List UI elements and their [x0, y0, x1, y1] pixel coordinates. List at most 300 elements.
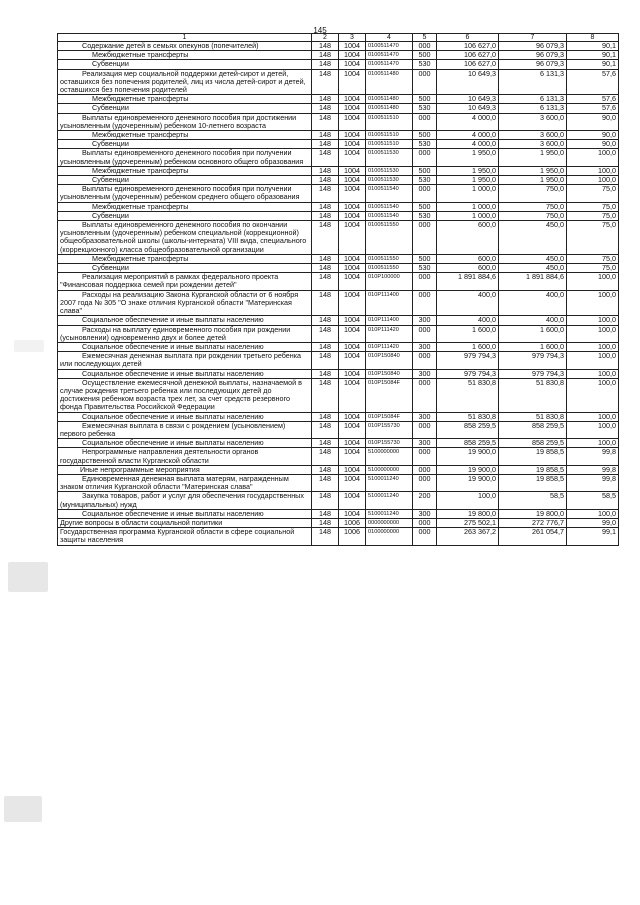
plan-amount-cell: 51 830,8 [437, 378, 499, 412]
section-code-cell: 1004 [339, 176, 366, 185]
plan-amount-cell: 1 000,0 [437, 185, 499, 202]
actual-amount-cell: 400,0 [499, 316, 567, 325]
plan-amount-cell: 600,0 [437, 221, 499, 255]
section-code-cell: 1004 [339, 492, 366, 509]
plan-amount-cell: 51 830,8 [437, 412, 499, 421]
section-code-cell: 1004 [339, 202, 366, 211]
section-code-cell: 1004 [339, 273, 366, 290]
plan-amount-cell: 979 794,3 [437, 369, 499, 378]
row-name-cell: Межбюджетные трансферты [58, 202, 312, 211]
target-article-cell: 0100511510 [366, 131, 413, 140]
expense-type-cell: 000 [413, 149, 437, 166]
table-row [58, 166, 619, 175]
table-row [58, 51, 619, 60]
row-name-cell: Социальное обеспечение и иные выплаты населению [58, 412, 312, 421]
plan-amount-cell: 1 891 884,6 [437, 273, 499, 290]
row-name-cell: Социальное обеспечение и иные выплаты населению [58, 369, 312, 378]
expense-type-cell: 200 [413, 492, 437, 509]
section-code-cell: 1004 [339, 264, 366, 273]
expense-type-cell: 300 [413, 509, 437, 518]
percent-cell: 75,0 [567, 264, 619, 273]
percent-cell: 100,0 [567, 316, 619, 325]
scan-artifact [14, 340, 44, 352]
row-name-cell: Межбюджетные трансферты [58, 131, 312, 140]
section-code-cell: 1004 [339, 51, 366, 60]
table-row [58, 211, 619, 220]
actual-amount-cell: 1 600,0 [499, 325, 567, 342]
target-article-cell: 5100000000 [366, 448, 413, 465]
actual-amount-cell: 272 776,7 [499, 518, 567, 527]
admin-code-cell: 148 [312, 316, 339, 325]
row-name-cell: Осуществление ежемесячной денежной выплаты, назначаемой в случае рождения третьего ребенка или последующих детей до достижения ребенком возраста трех лет, за счет средств резервного фонда Правительства Российской Федерации [58, 378, 312, 412]
section-code-cell: 1004 [339, 290, 366, 316]
section-code-cell: 1004 [339, 211, 366, 220]
actual-amount-cell: 858 259,5 [499, 439, 567, 448]
table-row [58, 140, 619, 149]
row-name-cell: Социальное обеспечение и иные выплаты населению [58, 316, 312, 325]
target-article-cell: 010P150840 [366, 352, 413, 369]
expense-type-cell: 000 [413, 421, 437, 438]
table-row [58, 492, 619, 509]
admin-code-cell: 148 [312, 140, 339, 149]
percent-cell: 100,0 [567, 149, 619, 166]
expense-type-cell: 000 [413, 273, 437, 290]
percent-cell: 99,8 [567, 465, 619, 474]
section-code-cell: 1004 [339, 42, 366, 51]
percent-cell: 100,0 [567, 352, 619, 369]
table-row [58, 448, 619, 465]
table-row [58, 369, 619, 378]
expense-type-cell: 300 [413, 342, 437, 351]
scan-artifact [8, 562, 48, 592]
row-name-cell: Единовременная денежная выплата матерям, награжденным знаком отличия Курганской области "Материнская слава" [58, 474, 312, 491]
admin-code-cell: 148 [312, 211, 339, 220]
target-article-cell: 5100011240 [366, 474, 413, 491]
plan-amount-cell: 275 502,1 [437, 518, 499, 527]
target-article-cell: 010P150840 [366, 369, 413, 378]
table-row [58, 474, 619, 491]
target-article-cell: 0100511530 [366, 149, 413, 166]
section-code-cell: 1004 [339, 412, 366, 421]
section-code-cell: 1006 [339, 528, 366, 545]
target-article-cell: 010P111400 [366, 290, 413, 316]
admin-code-cell: 148 [312, 518, 339, 527]
plan-amount-cell: 858 259,5 [437, 421, 499, 438]
target-article-cell: 0100511540 [366, 185, 413, 202]
expense-type-cell: 500 [413, 254, 437, 263]
header-cell: 8 [567, 34, 619, 42]
actual-amount-cell: 96 079,3 [499, 42, 567, 51]
actual-amount-cell: 1 950,0 [499, 176, 567, 185]
table-row [58, 465, 619, 474]
actual-amount-cell: 6 131,3 [499, 104, 567, 113]
expense-type-cell: 000 [413, 528, 437, 545]
expense-type-cell: 000 [413, 465, 437, 474]
actual-amount-cell: 19 858,5 [499, 474, 567, 491]
actual-amount-cell: 58,5 [499, 492, 567, 509]
actual-amount-cell: 96 079,3 [499, 60, 567, 69]
table-row [58, 264, 619, 273]
percent-cell: 75,0 [567, 254, 619, 263]
table-row [58, 378, 619, 412]
target-article-cell: 0100511510 [366, 140, 413, 149]
actual-amount-cell: 400,0 [499, 290, 567, 316]
percent-cell: 99,8 [567, 448, 619, 465]
header-cell: 1 [58, 34, 312, 42]
expense-type-cell: 000 [413, 69, 437, 95]
plan-amount-cell: 1 000,0 [437, 211, 499, 220]
expense-type-cell: 530 [413, 211, 437, 220]
row-name-cell: Субвенции [58, 104, 312, 113]
table-row [58, 518, 619, 527]
row-name-cell: Ежемесячная денежная выплата при рождении третьего ребенка или последующих детей [58, 352, 312, 369]
admin-code-cell: 148 [312, 465, 339, 474]
page-number: 145 [313, 26, 327, 35]
plan-amount-cell: 1 950,0 [437, 149, 499, 166]
percent-cell: 75,0 [567, 221, 619, 255]
table-row [58, 342, 619, 351]
row-name-cell: Иные непрограммные мероприятия [58, 465, 312, 474]
plan-amount-cell: 400,0 [437, 316, 499, 325]
table-row [58, 528, 619, 545]
actual-amount-cell: 1 600,0 [499, 342, 567, 351]
expense-type-cell: 000 [413, 448, 437, 465]
section-code-cell: 1006 [339, 518, 366, 527]
section-code-cell: 1004 [339, 342, 366, 351]
actual-amount-cell: 6 131,3 [499, 69, 567, 95]
table-row [58, 149, 619, 166]
target-article-cell: 0100511550 [366, 264, 413, 273]
row-name-cell: Выплаты единовременного денежного пособия при достижении усыновленным (удочеренным) ребенком 10-летнего возраста [58, 113, 312, 130]
section-code-cell: 1004 [339, 104, 366, 113]
section-code-cell: 1004 [339, 69, 366, 95]
actual-amount-cell: 51 830,8 [499, 412, 567, 421]
row-name-cell: Субвенции [58, 264, 312, 273]
row-name-cell: Расходы на реализацию Закона Курганской области от 6 ноября 2007 года № 305 "О знаке отличия Курганской области "Материнская слава" [58, 290, 312, 316]
plan-amount-cell: 4 000,0 [437, 131, 499, 140]
admin-code-cell: 148 [312, 273, 339, 290]
actual-amount-cell: 3 600,0 [499, 140, 567, 149]
expense-type-cell: 530 [413, 176, 437, 185]
expense-type-cell: 530 [413, 104, 437, 113]
table-row [58, 42, 619, 51]
expense-type-cell: 500 [413, 51, 437, 60]
actual-amount-cell: 19 858,5 [499, 465, 567, 474]
row-name-cell: Межбюджетные трансферты [58, 51, 312, 60]
target-article-cell: 5100011240 [366, 509, 413, 518]
header-cell: 7 [499, 34, 567, 42]
expense-type-cell: 000 [413, 290, 437, 316]
actual-amount-cell: 450,0 [499, 264, 567, 273]
target-article-cell: 010P100000 [366, 273, 413, 290]
percent-cell: 90,1 [567, 51, 619, 60]
section-code-cell: 1004 [339, 316, 366, 325]
row-name-cell: Субвенции [58, 140, 312, 149]
admin-code-cell: 148 [312, 342, 339, 351]
percent-cell: 75,0 [567, 211, 619, 220]
actual-amount-cell: 19 858,5 [499, 448, 567, 465]
expense-type-cell: 000 [413, 42, 437, 51]
admin-code-cell: 148 [312, 60, 339, 69]
percent-cell: 100,0 [567, 378, 619, 412]
section-code-cell: 1004 [339, 60, 366, 69]
plan-amount-cell: 10 649,3 [437, 104, 499, 113]
row-name-cell: Расходы на выплату единовременного пособия при рождении (усыновлении) одновременно двух и более детей [58, 325, 312, 342]
header-cell: 3 [339, 34, 366, 42]
table-row [58, 60, 619, 69]
percent-cell: 100,0 [567, 166, 619, 175]
plan-amount-cell: 1 600,0 [437, 325, 499, 342]
row-name-cell: Содержание детей в семьях опекунов (попечителей) [58, 42, 312, 51]
row-name-cell: Субвенции [58, 211, 312, 220]
expense-type-cell: 000 [413, 185, 437, 202]
admin-code-cell: 148 [312, 325, 339, 342]
header-cell: 4 [366, 34, 413, 42]
percent-cell: 90,0 [567, 140, 619, 149]
admin-code-cell: 148 [312, 448, 339, 465]
section-code-cell: 1004 [339, 369, 366, 378]
actual-amount-cell: 51 830,8 [499, 378, 567, 412]
target-article-cell: 0100511510 [366, 113, 413, 130]
table-row [58, 325, 619, 342]
plan-amount-cell: 106 627,0 [437, 60, 499, 69]
plan-amount-cell: 600,0 [437, 254, 499, 263]
target-article-cell: 5100011240 [366, 492, 413, 509]
admin-code-cell: 148 [312, 264, 339, 273]
plan-amount-cell: 19 900,0 [437, 448, 499, 465]
expense-type-cell: 500 [413, 166, 437, 175]
table-row [58, 412, 619, 421]
plan-amount-cell: 4 000,0 [437, 140, 499, 149]
section-code-cell: 1004 [339, 421, 366, 438]
target-article-cell: 0100511530 [366, 166, 413, 175]
row-name-cell: Межбюджетные трансферты [58, 95, 312, 104]
percent-cell: 100,0 [567, 342, 619, 351]
target-article-cell: 010P111420 [366, 325, 413, 342]
admin-code-cell: 148 [312, 185, 339, 202]
admin-code-cell: 148 [312, 474, 339, 491]
row-name-cell: Субвенции [58, 60, 312, 69]
expense-type-cell: 530 [413, 140, 437, 149]
target-article-cell: 0100511550 [366, 221, 413, 255]
actual-amount-cell: 3 600,0 [499, 131, 567, 140]
section-code-cell: 1004 [339, 509, 366, 518]
admin-code-cell: 148 [312, 412, 339, 421]
row-name-cell: Социальное обеспечение и иные выплаты населению [58, 342, 312, 351]
plan-amount-cell: 1 950,0 [437, 166, 499, 175]
expense-type-cell: 500 [413, 202, 437, 211]
expense-type-cell: 000 [413, 352, 437, 369]
table-row [58, 113, 619, 130]
header-cell: 2 [312, 34, 339, 42]
plan-amount-cell: 106 627,0 [437, 51, 499, 60]
admin-code-cell: 148 [312, 369, 339, 378]
row-name-cell: Ежемесячная выплата в связи с рождением (усыновлением) первого ребенка [58, 421, 312, 438]
admin-code-cell: 148 [312, 131, 339, 140]
admin-code-cell: 148 [312, 104, 339, 113]
percent-cell: 100,0 [567, 369, 619, 378]
admin-code-cell: 148 [312, 509, 339, 518]
table-row [58, 352, 619, 369]
admin-code-cell: 148 [312, 290, 339, 316]
percent-cell: 100,0 [567, 439, 619, 448]
section-code-cell: 1004 [339, 439, 366, 448]
section-code-cell: 1004 [339, 254, 366, 263]
section-code-cell: 1004 [339, 113, 366, 130]
percent-cell: 90,0 [567, 113, 619, 130]
expense-type-cell: 530 [413, 264, 437, 273]
target-article-cell: 0100511550 [366, 254, 413, 263]
percent-cell: 58,5 [567, 492, 619, 509]
section-code-cell: 1004 [339, 448, 366, 465]
budget-table [57, 33, 619, 546]
percent-cell: 99,1 [567, 528, 619, 545]
actual-amount-cell: 450,0 [499, 254, 567, 263]
table-row [58, 95, 619, 104]
row-name-cell: Межбюджетные трансферты [58, 254, 312, 263]
actual-amount-cell: 96 079,3 [499, 51, 567, 60]
target-article-cell: 0100511530 [366, 176, 413, 185]
row-name-cell: Выплаты единовременного денежного пособия при получении усыновленным (удочеренным) ребенком среднего общего образования [58, 185, 312, 202]
actual-amount-cell: 750,0 [499, 185, 567, 202]
plan-amount-cell: 400,0 [437, 290, 499, 316]
row-name-cell: Реализация мероприятий в рамках федерального проекта "Финансовая поддержка семей при рождении детей" [58, 273, 312, 290]
target-article-cell: 010P111400 [366, 316, 413, 325]
admin-code-cell: 148 [312, 202, 339, 211]
target-article-cell: 010P15084F [366, 378, 413, 412]
percent-cell: 99,0 [567, 518, 619, 527]
actual-amount-cell: 1 950,0 [499, 166, 567, 175]
percent-cell: 90,0 [567, 131, 619, 140]
table-row [58, 69, 619, 95]
target-article-cell: 0100511480 [366, 95, 413, 104]
target-article-cell: 010P15084F [366, 412, 413, 421]
target-article-cell: 0100511480 [366, 104, 413, 113]
plan-amount-cell: 1 950,0 [437, 176, 499, 185]
admin-code-cell: 148 [312, 492, 339, 509]
scan-artifact [4, 796, 42, 822]
expense-type-cell: 500 [413, 95, 437, 104]
percent-cell: 57,6 [567, 104, 619, 113]
expense-type-cell: 300 [413, 369, 437, 378]
row-name-cell: Социальное обеспечение и иные выплаты населению [58, 439, 312, 448]
plan-amount-cell: 10 649,3 [437, 95, 499, 104]
expense-type-cell: 000 [413, 221, 437, 255]
expense-type-cell: 000 [413, 113, 437, 130]
actual-amount-cell: 6 131,3 [499, 95, 567, 104]
table-row [58, 421, 619, 438]
target-article-cell: 010P111420 [366, 342, 413, 351]
section-code-cell: 1004 [339, 140, 366, 149]
table-row [58, 104, 619, 113]
admin-code-cell: 148 [312, 51, 339, 60]
plan-amount-cell: 858 259,5 [437, 439, 499, 448]
table-header-row [58, 34, 619, 42]
percent-cell: 100,0 [567, 325, 619, 342]
admin-code-cell: 148 [312, 42, 339, 51]
percent-cell: 75,0 [567, 202, 619, 211]
percent-cell: 99,8 [567, 474, 619, 491]
section-code-cell: 1004 [339, 149, 366, 166]
expense-type-cell: 000 [413, 378, 437, 412]
admin-code-cell: 148 [312, 254, 339, 263]
target-article-cell: 0100511540 [366, 202, 413, 211]
row-name-cell: Субвенции [58, 176, 312, 185]
row-name-cell: Межбюджетные трансферты [58, 166, 312, 175]
row-name-cell: Выплаты единовременного денежного пособия по окончании усыновленным (удочеренным) ребенком специальной (коррекционной) общеобразовательной школы (школы-интерната) VIII вида, специального (коррекционного) класса общеобразовательной организации [58, 221, 312, 255]
actual-amount-cell: 450,0 [499, 221, 567, 255]
plan-amount-cell: 100,0 [437, 492, 499, 509]
expense-type-cell: 000 [413, 474, 437, 491]
expense-type-cell: 530 [413, 60, 437, 69]
header-cell: 6 [437, 34, 499, 42]
target-article-cell: 0100511540 [366, 211, 413, 220]
row-name-cell: Социальное обеспечение и иные выплаты населению [58, 509, 312, 518]
admin-code-cell: 148 [312, 166, 339, 175]
percent-cell: 100,0 [567, 176, 619, 185]
plan-amount-cell: 263 367,2 [437, 528, 499, 545]
expense-type-cell: 300 [413, 412, 437, 421]
table-row [58, 290, 619, 316]
expense-type-cell: 500 [413, 131, 437, 140]
section-code-cell: 1004 [339, 131, 366, 140]
plan-amount-cell: 19 800,0 [437, 509, 499, 518]
admin-code-cell: 148 [312, 352, 339, 369]
plan-amount-cell: 19 900,0 [437, 465, 499, 474]
target-article-cell: 0100511470 [366, 60, 413, 69]
row-name-cell: Непрограммные направления деятельности органов государственной власти Курганской области [58, 448, 312, 465]
target-article-cell: 0100511480 [366, 69, 413, 95]
plan-amount-cell: 1 000,0 [437, 202, 499, 211]
actual-amount-cell: 1 950,0 [499, 149, 567, 166]
row-name-cell: Выплаты единовременного денежного пособия при получении усыновленным (удочеренным) ребенком основного общего образования [58, 149, 312, 166]
target-article-cell: 0000000000 [366, 518, 413, 527]
expense-type-cell: 000 [413, 325, 437, 342]
table-row [58, 176, 619, 185]
percent-cell: 57,6 [567, 95, 619, 104]
plan-amount-cell: 4 000,0 [437, 113, 499, 130]
admin-code-cell: 148 [312, 176, 339, 185]
percent-cell: 100,0 [567, 421, 619, 438]
table-row [58, 509, 619, 518]
actual-amount-cell: 979 794,3 [499, 352, 567, 369]
percent-cell: 75,0 [567, 185, 619, 202]
header-cell: 5 [413, 34, 437, 42]
actual-amount-cell: 858 259,5 [499, 421, 567, 438]
target-article-cell: 0100511470 [366, 51, 413, 60]
target-article-cell: 0100000000 [366, 528, 413, 545]
admin-code-cell: 148 [312, 528, 339, 545]
row-name-cell: Реализация мер социальной поддержки детей-сирот и детей, оставшихся без попечения родителей, лиц из числа детей-сирот и детей, оставшихся без попечения родителей [58, 69, 312, 95]
admin-code-cell: 148 [312, 113, 339, 130]
plan-amount-cell: 600,0 [437, 264, 499, 273]
plan-amount-cell: 1 600,0 [437, 342, 499, 351]
percent-cell: 90,1 [567, 60, 619, 69]
table-row [58, 439, 619, 448]
table-row [58, 273, 619, 290]
section-code-cell: 1004 [339, 465, 366, 474]
percent-cell: 57,6 [567, 69, 619, 95]
target-article-cell: 5100000000 [366, 465, 413, 474]
section-code-cell: 1004 [339, 378, 366, 412]
target-article-cell: 010P155730 [366, 421, 413, 438]
admin-code-cell: 148 [312, 439, 339, 448]
table-body [58, 34, 619, 546]
section-code-cell: 1004 [339, 325, 366, 342]
percent-cell: 100,0 [567, 290, 619, 316]
percent-cell: 100,0 [567, 509, 619, 518]
admin-code-cell: 148 [312, 421, 339, 438]
